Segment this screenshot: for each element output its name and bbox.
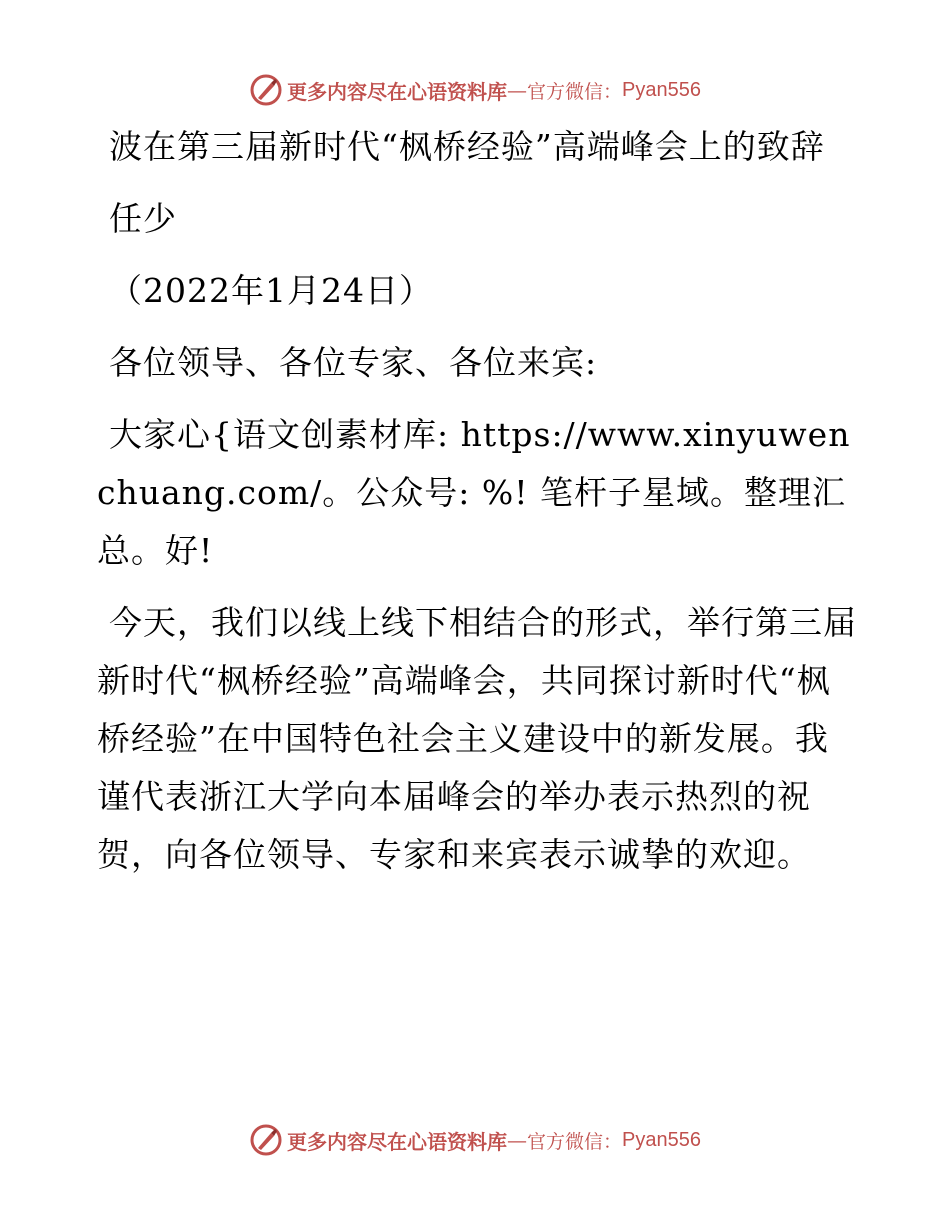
- document-author: 任少: [109, 199, 177, 238]
- document-body: [97, 118, 857, 899]
- pen-logo-icon: [249, 73, 283, 107]
- watermark-wechat-label: 官方微信：: [527, 1130, 623, 1153]
- header-watermark: [0, 70, 950, 110]
- document-date: （2022年1月24日）: [109, 271, 433, 310]
- document-salutation: 各位领导、各位专家、各位来宾:: [109, 343, 598, 382]
- watermark-dash: —: [507, 1128, 527, 1152]
- watermark-wechat-id: Pyan556: [622, 1128, 701, 1151]
- document-title: 波在第三届新时代“枫桥经验”高端峰会上的致辞: [109, 127, 825, 166]
- watermark-wechat-id: Pyan556: [622, 78, 701, 101]
- watermark-text: 更多内容尽在心语资料库: [287, 79, 507, 104]
- footer-watermark: [0, 1120, 950, 1160]
- document-paragraph-1: 今天，我们以线上线下相结合的形式，举行第三届新时代“枫桥经验”高端峰会，共同探讨新时代“枫桥经验”在中国特色社会主义建设中的新发展。我谨代表浙江大学向本届峰会的举办表示热烈的祝贺，向各位领导、专家和来宾表示诚挚的欢迎。: [97, 603, 857, 874]
- pen-logo-icon: [249, 1123, 283, 1157]
- document-greeting: 大家心{语文创素材库: https://www.xinyuwenchuang.com/。公众号: %! 笔杆子星域。整理汇总。好!: [97, 415, 851, 570]
- watermark-wechat-label: 官方微信：: [527, 80, 623, 103]
- watermark-text: 更多内容尽在心语资料库: [287, 1129, 507, 1154]
- watermark-dash: —: [507, 78, 527, 102]
